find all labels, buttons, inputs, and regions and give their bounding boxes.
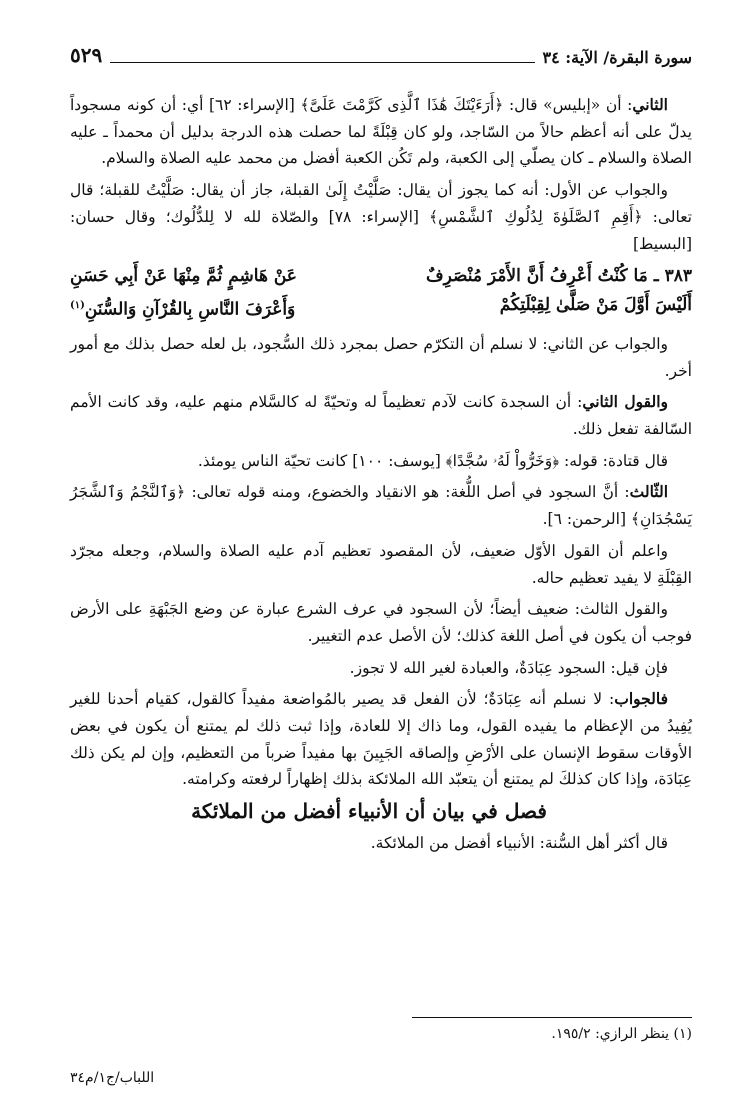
paragraph <box>70 830 692 857</box>
paragraph-text: قال أكثر أهل السُّنة: الأنبياء أفضل من الملائكة. <box>370 833 668 852</box>
running-header <box>70 33 692 67</box>
paragraph-text: : لا نسلم أنه عِبَادَةٌ؛ لأن الفعل قد يصير بالمُواضعة مفيداً كالقول، كقيام أحدنا للغير يُفِيدُ من الإعظام ما يفيده القول، وما ذاك إلا للعادة، وإذا ثبت ذلك لم يمتنع أن يكون في بعض الأوقات سقوط الإنسان على الأرْضِ وإلصاقه الجَبِينَ بها مفيداً ضرباً من التعظيم، وإن لم يكن ذلك عِبَادَة، وإذا كان كذلكَ لم يمتنع أن يتعبّد الله الملائكة بذلك إظهاراً لرفعته وكرامته. <box>70 690 692 789</box>
running-title: سورة البقرة/ الآية: ٣٤ <box>542 48 692 67</box>
footnote-marker: (١) <box>70 300 85 312</box>
paragraph <box>70 655 692 682</box>
paragraph-text: والقول الثالث: ضعيف أيضاً؛ لأن السجود في عرف الشرع عبارة عن وضع الجَبْهَةِ على الأرض فوجب أن يكون في أصل اللغة كذلك؛ لأن الأصل عدم التغيير. <box>70 600 692 645</box>
paragraph <box>70 448 692 475</box>
paragraph-text: واعلم أن القول الأوّل ضعيف، لأن المقصود تعظيم آدم عليه الصلاة والسلام، وجعله مجرّد القِبْلَةِ لا يفيد تعظيم حاله. <box>70 541 692 587</box>
signature-mark: اللباب/ج١/م٣٤ <box>70 1070 155 1086</box>
verse-hemistich: عَنْ هَاشِمٍ ثُمَّ مِنْهَا عَنْ أَبِي حَسَنِ <box>70 266 297 287</box>
paragraph <box>70 331 692 384</box>
paragraph-lead: والقول الثاني <box>582 392 669 412</box>
paragraph-lead: فالجواب <box>614 689 668 709</box>
paragraph-text: قال قتادة: قوله: ﴿وَخَرُّواْ لَهُۥ سُجَّدًا﴾ [يوسف: ١٠٠] كانت تحيّة الناس يومئذ. <box>197 451 668 470</box>
paragraph <box>70 92 692 172</box>
verse-line-1 <box>70 262 692 291</box>
paragraph-text: : أن «إبليس» قال: ﴿أَرَءَيْتَكَ هَٰذَا ٱلَّذِى كَرَّمْتَ عَلَىَّ﴾ [الإسراء: ٦٢] أي: أن كونه مسجوداً يدلّ على أنه أعظم حالاً من السّاجد، ولو كان قِبْلَةً لما حصلت هذه الدرجة بدليل أن محمداً ـ عليه الصلاة والسلام ـ كان يصلّي إلى الكعبة، ولم تَكُن الكعبة أفضل من محمد عليه الصلاة والسلام. <box>70 96 692 168</box>
paragraph <box>70 389 692 442</box>
page-body <box>70 92 692 862</box>
poetry-verse <box>70 262 692 325</box>
footnote: (١) ينظر الرازي: ١٩٥/٢. <box>551 1026 692 1042</box>
paragraph <box>70 686 692 793</box>
paragraph-lead: الثاني <box>632 95 668 114</box>
paragraph-text: : أن السجدة كانت لآدم تعظيماً له وتحيّةً له كالسَّلام منهم عليه، وقد كانت الأمم السّالفة تفعل ذلك. <box>70 393 692 438</box>
paragraph <box>70 479 692 532</box>
paragraph-text: : أنَّ السجود في أصل اللُّغة: هو الانقياد والخضوع، ومنه قوله تعالى: ﴿وَٱلنَّجْمُ وَٱلشَّجَرُ يَسْجُدَانِ﴾ [الرحمن: ٦]. <box>70 483 692 529</box>
paragraph <box>70 177 692 257</box>
footnote-rule <box>412 1017 692 1018</box>
paragraph <box>70 596 692 649</box>
header-rule <box>110 62 534 63</box>
section-heading: فصل في بيان أن الأنبياء أفضل من الملائكة <box>191 799 547 824</box>
verse-hemistich: وَأَعْرَفَ النَّاسِ بِالقُرْآنِ وَالسُّنَنِ$^{(١)}$ <box>70 299 296 320</box>
verse-hemistich: أَلَيْسَ أَوَّلَ مَنْ صَلَّىٰ لِقِبْلَتِكُمْ <box>499 295 692 316</box>
verse-number: ٣٨٣ ـ <box>653 266 692 287</box>
verse-hemistich: ٣٨٣ ـ مَا كُنْتُ أَعْرِفُ أَنَّ الأَمْرَ مُنْصَرِفٌ <box>426 266 692 287</box>
verse-line-2 <box>70 291 692 325</box>
paragraph-lead: الثّالث <box>629 482 668 502</box>
paragraph-text: والجواب عن الثاني: لا نسلم أن التكرّم حصل بمجرد ذلك السُّجود، بل لعله حصل بذلك مع أمور أخر. <box>70 334 692 380</box>
page-number: ٥٢٩ <box>70 43 103 67</box>
paragraph-text: فإن قيل: السجود عِبَادَةٌ، والعبادة لغير الله لا تجوز. <box>349 658 668 677</box>
paragraph <box>70 538 692 591</box>
paragraph-text: والجواب عن الأول: أنه كما يجوز أن يقال: صَلَّيْتُ إِلَىٰ القبلة، جاز أن يقال: صَلَّيْتُ للقبلة؛ قال تعالى: ﴿أَقِمِ ٱلصَّلَوٰةَ لِدُلُوكِ ٱلشَّمْسِ﴾ [الإسراء: ٧٨] والصّلاة لله لا لِلدُّلُوك؛ وقال حسان: [البسيط] <box>70 181 692 253</box>
